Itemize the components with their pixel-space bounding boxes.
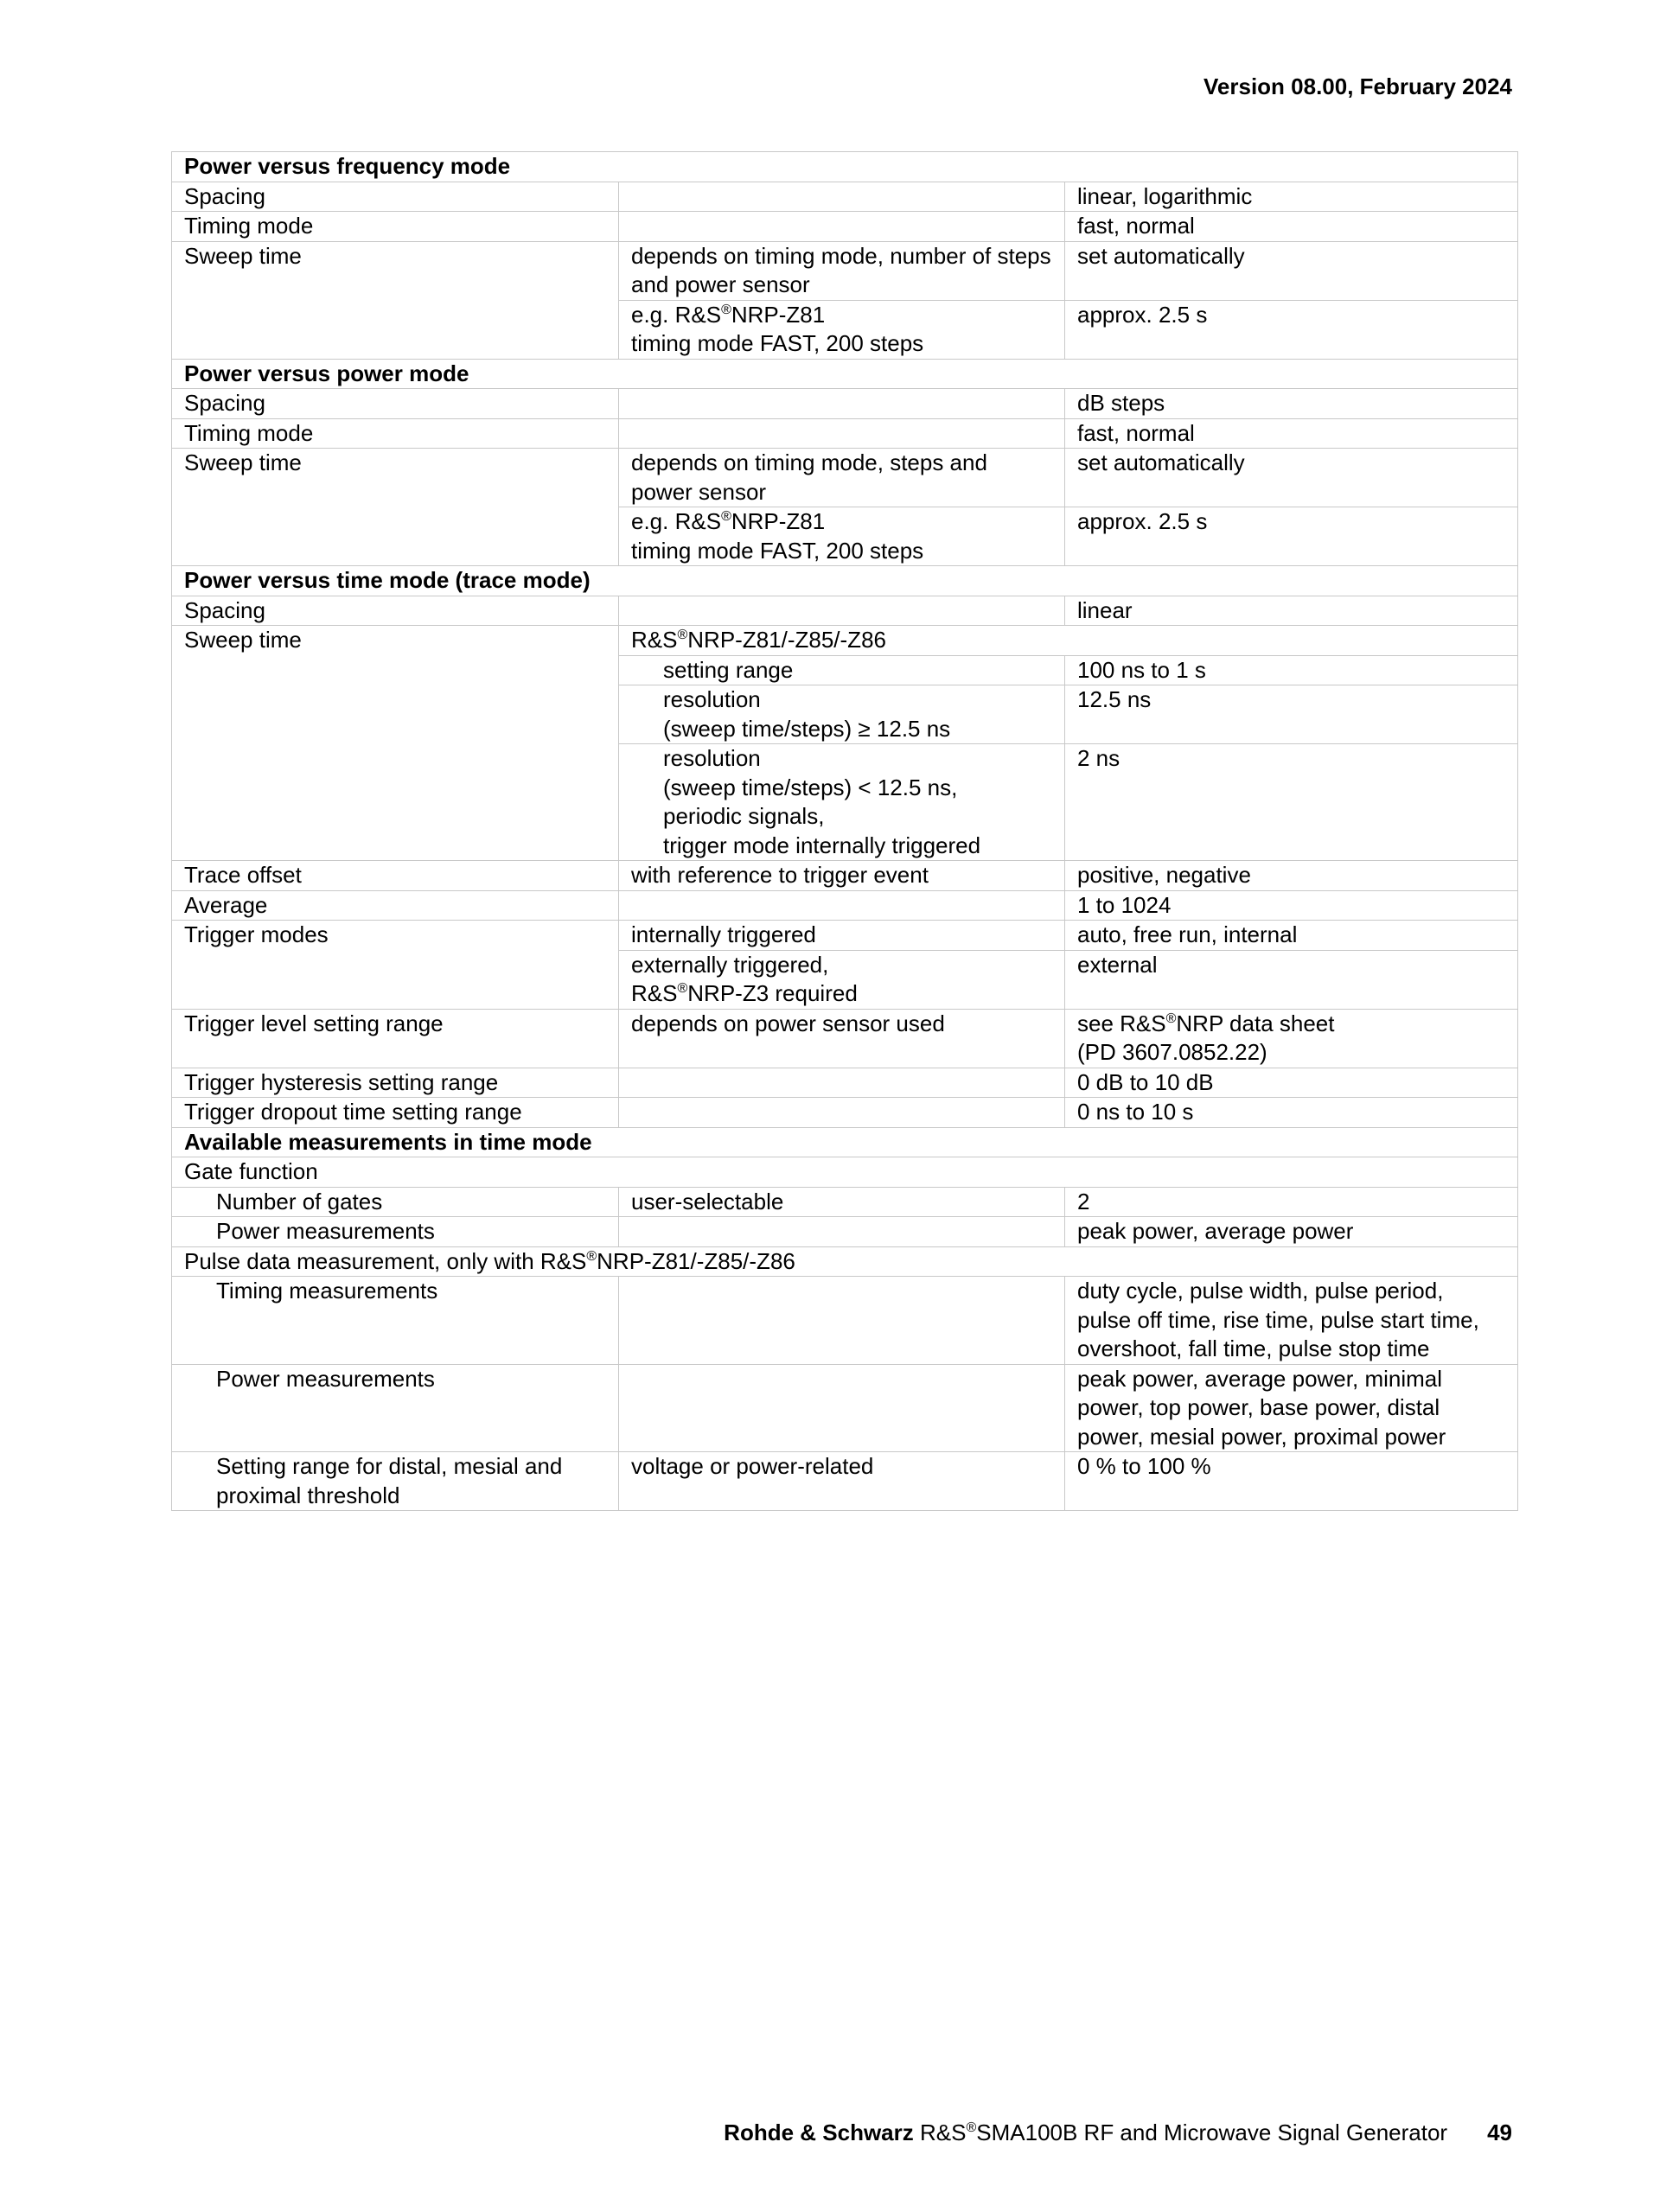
param-value: linear <box>1065 596 1518 626</box>
param-value <box>1065 1364 1518 1452</box>
text-line: Power measurements <box>216 1218 435 1244</box>
table-row <box>172 861 1518 891</box>
param-condition <box>619 1098 1065 1128</box>
subsection-title <box>172 1246 1518 1277</box>
param-condition <box>619 241 1065 300</box>
param-value: set automatically <box>1065 449 1518 507</box>
section-title: Power versus power mode <box>172 359 1518 389</box>
param-label: Timing mode <box>172 212 619 242</box>
table-row <box>172 1452 1518 1511</box>
table-row <box>172 596 1518 626</box>
param-condition <box>619 449 1065 507</box>
table-row <box>172 1127 1518 1157</box>
param-label <box>172 1364 619 1452</box>
param-value: fast, normal <box>1065 212 1518 242</box>
text-line: Setting range for distal, mesial and <box>216 1453 563 1479</box>
param-label: Sweep time <box>172 241 619 359</box>
param-label: Trigger dropout time setting range <box>172 1098 619 1128</box>
param-condition <box>619 1277 1065 1365</box>
param-label <box>172 1187 619 1217</box>
table-row <box>172 1364 1518 1452</box>
param-value: approx. 2.5 s <box>1065 300 1518 359</box>
table-row <box>172 890 1518 921</box>
param-condition <box>619 300 1065 359</box>
text-line: trigger mode internally triggered <box>663 832 981 858</box>
param-condition <box>619 685 1065 744</box>
param-label: Trigger modes <box>172 921 619 1010</box>
text-line: timing mode FAST, 200 steps <box>631 537 924 564</box>
param-value: 0 % to 100 % <box>1065 1452 1518 1511</box>
text: R&S <box>920 2120 967 2145</box>
document-version: Version 08.00, February 2024 <box>1204 73 1512 99</box>
text-line: proximal threshold <box>216 1482 400 1508</box>
text-line: pulse off time, rise time, pulse start time, <box>1077 1306 1479 1333</box>
param-condition <box>619 507 1065 566</box>
table-row <box>172 1157 1518 1188</box>
param-label: Average <box>172 890 619 921</box>
param-value: 2 <box>1065 1187 1518 1217</box>
param-condition <box>619 182 1065 212</box>
param-label: Timing mode <box>172 418 619 449</box>
param-condition <box>619 1364 1065 1452</box>
param-value: positive, negative <box>1065 861 1518 891</box>
text: NRP data sheet <box>1176 1010 1335 1036</box>
registered-mark: ® <box>677 981 688 996</box>
text-line: and power sensor <box>631 271 810 297</box>
text-line: power sensor <box>631 478 767 505</box>
param-value: 100 ns to 1 s <box>1065 655 1518 685</box>
param-value: 2 ns <box>1065 744 1518 861</box>
param-condition <box>619 1068 1065 1098</box>
table-row <box>172 1246 1518 1277</box>
param-value: dB steps <box>1065 389 1518 419</box>
table-row <box>172 152 1518 182</box>
param-label <box>172 1277 619 1365</box>
param-value: fast, normal <box>1065 418 1518 449</box>
text-line: setting range <box>663 656 794 683</box>
page-number: 49 <box>1487 2120 1512 2145</box>
text: R&S <box>631 980 678 1006</box>
param-label: Trigger level setting range <box>172 1009 619 1068</box>
registered-mark: ® <box>966 2120 977 2135</box>
table-row <box>172 1009 1518 1068</box>
param-condition <box>619 890 1065 921</box>
param-label: Spacing <box>172 389 619 419</box>
text-line: Timing measurements <box>216 1278 438 1304</box>
table-row <box>172 1098 1518 1128</box>
company-name: Rohde & Schwarz <box>724 2120 914 2145</box>
table-row <box>172 241 1518 300</box>
text-line: power, mesial power, proximal power <box>1077 1423 1446 1450</box>
registered-mark: ® <box>721 302 731 317</box>
table-row <box>172 1217 1518 1247</box>
text-line: (sweep time/steps) ≥ 12.5 ns <box>663 715 951 742</box>
text: NRP-Z81 <box>731 508 826 534</box>
text: NRP-Z81/-Z85/-Z86 <box>687 627 886 653</box>
table-row <box>172 418 1518 449</box>
param-condition <box>619 626 1518 656</box>
text-line: (sweep time/steps) < 12.5 ns, <box>663 774 958 800</box>
table-row <box>172 1187 1518 1217</box>
table-row <box>172 449 1518 507</box>
section-title: Power versus time mode (trace mode) <box>172 566 1518 596</box>
param-value: auto, free run, internal <box>1065 921 1518 951</box>
text: R&S <box>631 627 678 653</box>
text: SMA100B RF and Microwave Signal Generator <box>976 2120 1448 2145</box>
registered-mark: ® <box>677 628 688 642</box>
param-label: Sweep time <box>172 449 619 566</box>
param-condition: voltage or power-related <box>619 1452 1065 1511</box>
table-row <box>172 1277 1518 1365</box>
param-condition <box>619 950 1065 1009</box>
param-condition: internally triggered <box>619 921 1065 951</box>
param-value: 0 ns to 10 s <box>1065 1098 1518 1128</box>
text-line: resolution <box>663 686 761 712</box>
table-row <box>172 566 1518 596</box>
registered-mark: ® <box>586 1248 597 1264</box>
table-row <box>172 1068 1518 1098</box>
param-label: Trace offset <box>172 861 619 891</box>
page-footer <box>724 2119 1512 2146</box>
table-row <box>172 921 1518 951</box>
table-row <box>172 626 1518 656</box>
text-line: externally triggered, <box>631 951 829 978</box>
table-row <box>172 389 1518 419</box>
table-row <box>172 212 1518 242</box>
text: NRP-Z3 required <box>687 980 858 1006</box>
text-line: (PD 3607.0852.22) <box>1077 1039 1267 1065</box>
text-line: power, top power, base power, distal <box>1077 1394 1440 1420</box>
param-value: approx. 2.5 s <box>1065 507 1518 566</box>
text-line: resolution <box>663 745 761 771</box>
param-value: 0 dB to 10 dB <box>1065 1068 1518 1098</box>
text-line: Number of gates <box>216 1188 383 1214</box>
param-condition <box>619 1217 1065 1247</box>
text: see R&S <box>1077 1010 1166 1036</box>
table-row <box>172 359 1518 389</box>
text-line: depends on timing mode, number of steps <box>631 242 1051 269</box>
section-title: Available measurements in time mode <box>172 1127 1518 1157</box>
text-line: Power measurements <box>216 1365 435 1392</box>
registered-mark: ® <box>1165 1010 1177 1026</box>
param-label: Sweep time <box>172 626 619 861</box>
text-line: overshoot, fall time, pulse stop time <box>1077 1335 1430 1361</box>
param-label: Spacing <box>172 596 619 626</box>
param-condition: depends on power sensor used <box>619 1009 1065 1068</box>
param-value: peak power, average power <box>1065 1217 1518 1247</box>
param-condition <box>619 596 1065 626</box>
text-line: periodic signals, <box>663 803 825 829</box>
param-condition <box>619 655 1065 685</box>
text-line: peak power, average power, minimal <box>1077 1365 1443 1392</box>
text-line: timing mode FAST, 200 steps <box>631 330 924 356</box>
spec-table <box>171 151 1518 1511</box>
param-condition: with reference to trigger event <box>619 861 1065 891</box>
product-name <box>920 2120 1447 2145</box>
text-line: duty cycle, pulse width, pulse period, <box>1077 1278 1444 1304</box>
text: NRP-Z81/-Z85/-Z86 <box>597 1247 795 1274</box>
param-condition: user-selectable <box>619 1187 1065 1217</box>
param-value <box>1065 1277 1518 1365</box>
text-line: depends on timing mode, steps and <box>631 449 987 475</box>
text: Pulse data measurement, only with R&S <box>184 1247 587 1274</box>
section-title: Power versus frequency mode <box>172 152 1518 182</box>
param-label: Spacing <box>172 182 619 212</box>
param-value <box>1065 1009 1518 1068</box>
param-label <box>172 1217 619 1247</box>
param-value: linear, logarithmic <box>1065 182 1518 212</box>
text: NRP-Z81 <box>731 301 826 328</box>
param-value: 1 to 1024 <box>1065 890 1518 921</box>
param-value: set automatically <box>1065 241 1518 300</box>
text: e.g. R&S <box>631 301 722 328</box>
param-value: 12.5 ns <box>1065 685 1518 744</box>
param-value: external <box>1065 950 1518 1009</box>
param-label <box>172 1452 619 1511</box>
subsection-title: Gate function <box>172 1157 1518 1188</box>
text: e.g. R&S <box>631 508 722 534</box>
table-row <box>172 182 1518 212</box>
param-condition <box>619 418 1065 449</box>
param-label: Trigger hysteresis setting range <box>172 1068 619 1098</box>
param-condition <box>619 212 1065 242</box>
param-condition <box>619 389 1065 419</box>
registered-mark: ® <box>721 509 731 524</box>
param-condition <box>619 744 1065 861</box>
